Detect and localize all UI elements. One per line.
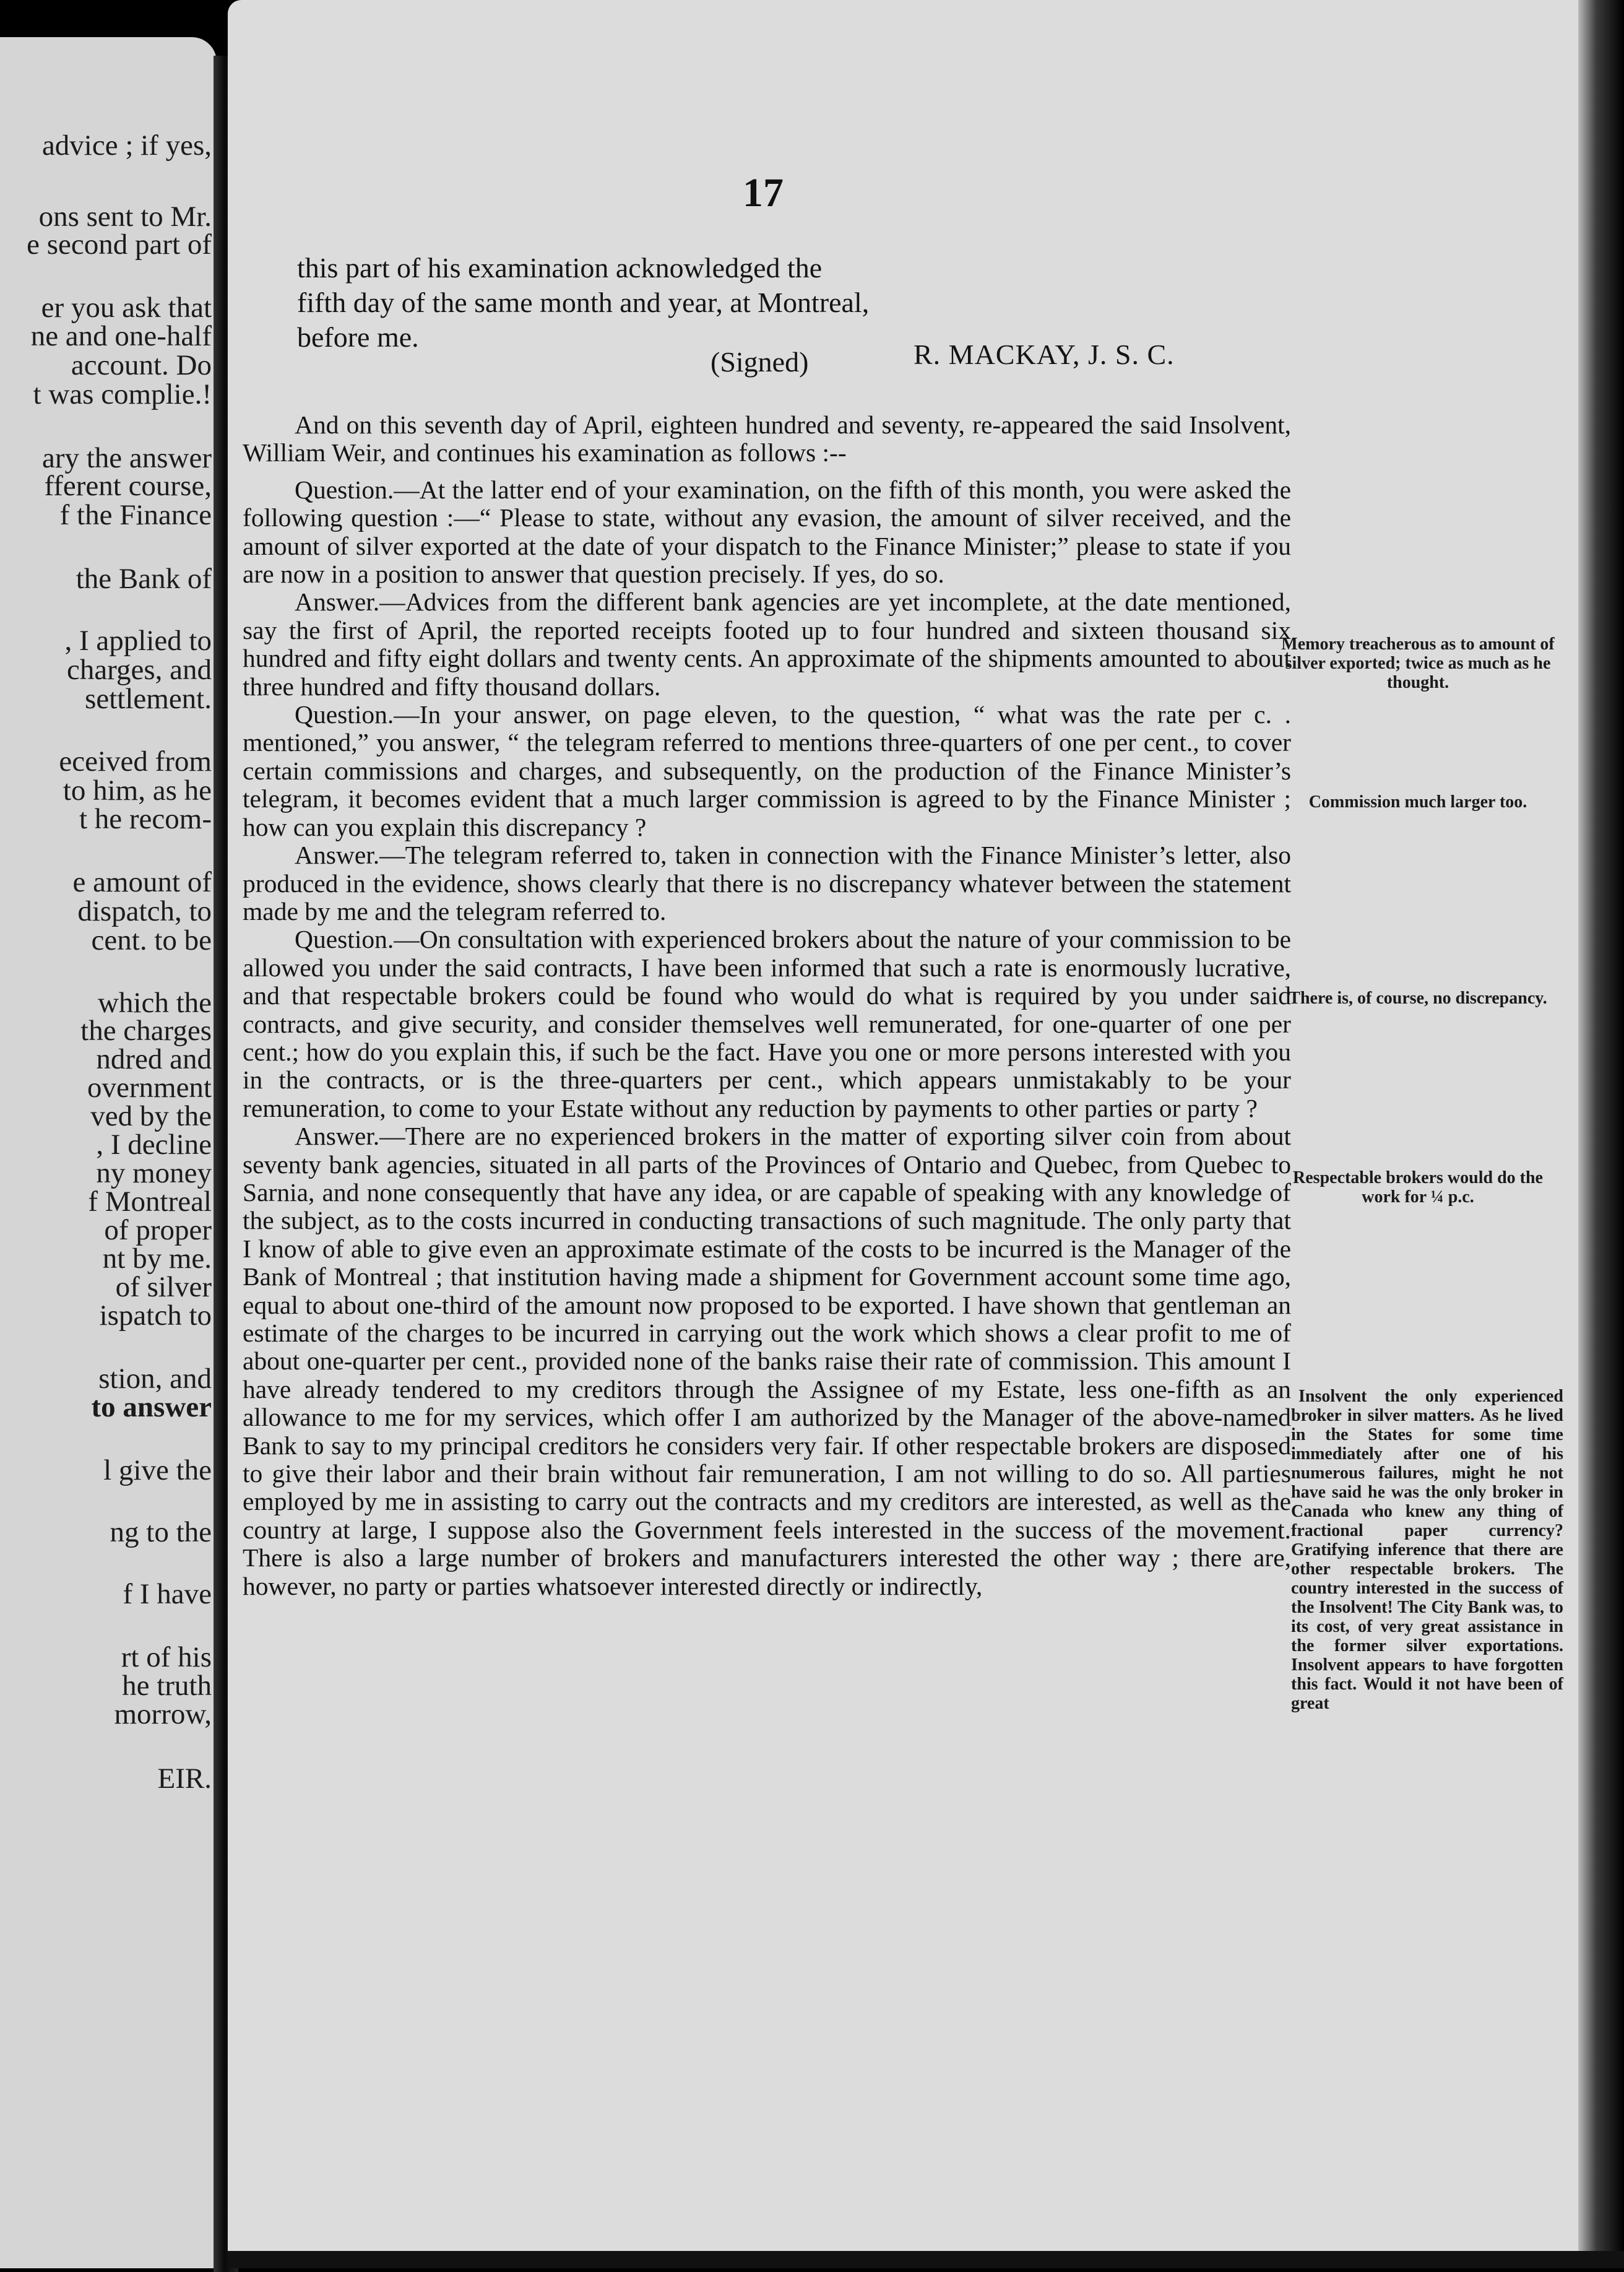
paragraph: Question.—At the latter end of your examination, on the fifth of this month, you were asked the following question :—“ Please to state, without any evasion, the amount of silver received, and the amount of silver exported at the date of your dispatch to the Finance Minister;” please to state if you are now in a position to answer that question precisely. If yes, do so. (243, 475, 1291, 589)
facing-page-line: the Bank of (76, 563, 212, 595)
facing-page-line: the charges (80, 1015, 212, 1047)
facing-page-line: ne and one-half (30, 320, 212, 352)
margin-note: Respectable brokers would do the work for ¼ p.c. (1293, 1168, 1543, 1207)
facing-page-line: e second part of (27, 228, 212, 261)
facing-page-line: account. Do (71, 349, 212, 381)
facing-page-line: EIR. (157, 1763, 212, 1795)
facing-page-line: f the Finance (59, 499, 212, 531)
paragraph: Question.—On consultation with experienced brokers about the nature of your commission to be allowed you under the said contracts, I have been informed that such a rate is enormously lucrative, and that respectable brokers could be found who would do what is required by you under said contracts, and give security, and consider themselves well remunerated, for one-quarter of one per cent.; how do you explain this, if such be the fact. Have you one or more persons interested with you in the contracts, or is the three-quarters per cent., which appears unmistakably to be your remuneration, to come to your Estate without any reduction by payments to other parties or party ? (243, 925, 1291, 1122)
scan-edge-right (1578, 0, 1624, 2268)
facing-page-line: morrow, (114, 1698, 212, 1730)
facing-page-line: advice ; if yes, (41, 129, 212, 162)
facing-page-line: to answer (91, 1391, 212, 1423)
facing-page-line: settlement. (85, 683, 212, 715)
facing-page-line: he truth (122, 1670, 212, 1702)
paragraph: Answer.—The telegram referred to, taken in connection with the Finance Minister’s letter, also produced in the evidence, shows clearly that there is no discrepancy whatever between the statement made by me and the telegram referred to. (243, 841, 1291, 926)
facing-page-line: of silver (115, 1271, 212, 1303)
facing-page-line: stion, and (98, 1363, 212, 1395)
facing-page-line: eceived from (59, 745, 212, 778)
paragraph: And on this seventh day of April, eighteen hundred and seventy, re-appeared the said Insolvent, William Weir, and continues his examination as follows :-- (243, 410, 1291, 467)
facing-page-line: charges, and (66, 654, 212, 686)
scan-edge-bottom (228, 2251, 1624, 2268)
paragraph: Answer.—Advices from the different bank agencies are yet incomplete, at the date mentioned, say the first of April, the reported receipts footed up to four hundred and sixteen thousand six hundred and fifty eight dollars and twenty cents. An approximate of the shipments amounted to about three hundred and fifty thousand dollars. (243, 588, 1291, 701)
facing-page-line: ny money (96, 1157, 212, 1189)
facing-page-line: cent. to be (91, 924, 212, 956)
facing-page-line: ary the answer (41, 442, 212, 474)
facing-page-line: er you ask that (41, 292, 212, 324)
facing-page-line: fferent course, (44, 470, 212, 502)
document-page (228, 0, 1624, 2268)
margin-note: Insolvent the only experienced broker in silver matters. As he lived in the States for some time immediately after one of his numerous failures, might he not have said he was the only broker in Canada who knew any thing of fractional paper currency? Gratifying inference that there are other respectable brokers. The country interested in the success of the Insolvent! The City Bank was, to its cost, of very great assistance in the former silver exportations. Insolvent appears to have forgotten this fact. Would it not have been of great (1291, 1387, 1563, 1713)
facing-page-line: ndred and (96, 1043, 212, 1075)
facing-page-line: f I have (123, 1578, 212, 1610)
facing-page-line: t was complie.! (33, 378, 212, 410)
facing-page-line: which the (97, 987, 212, 1019)
margin-note: Commission much larger too. (1308, 792, 1527, 812)
facing-page-line: rt of his (121, 1641, 212, 1673)
facing-page-line: t he recom- (79, 803, 212, 835)
facing-page-line: f Montreal (88, 1186, 212, 1218)
facing-page-line: overnment (87, 1072, 212, 1104)
signed-label: (Signed) (710, 346, 809, 378)
page-number: 17 (743, 170, 784, 215)
facing-page-fragment (0, 37, 217, 2268)
facing-page-line: e amount of (72, 866, 212, 898)
attestation-line-2: fifth day of the same month and year, at Montreal, (297, 287, 870, 318)
margin-note: There is, of course, no discrepancy. (1289, 989, 1547, 1008)
facing-page-line: of proper (104, 1214, 212, 1246)
facing-page-line: nt by me. (102, 1242, 212, 1275)
facing-page-line: to him, as he (63, 774, 212, 807)
facing-page-line: , I applied to (64, 625, 212, 657)
margin-note: Memory treacherous as to amount of silver exported; twice as much as he thought. (1281, 635, 1555, 692)
signer-name: R. MACKAY, J. S. C. (914, 339, 1175, 370)
facing-page-line: ispatch to (99, 1299, 212, 1332)
facing-page-line: ng to the (110, 1516, 212, 1548)
facing-page-line: dispatch, to (77, 895, 212, 927)
facing-page-line: l give the (103, 1454, 212, 1486)
facing-page-line: , I decline (96, 1129, 212, 1161)
paragraph: Question.—In your answer, on page eleven, to the question, “ what was the rate per c. . mentioned,” you answer, “ the telegram referred to mentions three-quarters of one per cent., to cover certain commissions and charges, and subsequently, on the production of the Finance Minister’s telegram, it becomes evident that a much larger commission is agreed to by the Finance Minister ; how can you explain this discrepancy ? (243, 700, 1291, 841)
attestation-line-1: this part of his examination acknowledged the (297, 252, 823, 284)
facing-page-line: ved by the (90, 1100, 212, 1132)
paragraph: Answer.—There are no experienced brokers in the matter of exporting silver coin from about seventy bank agencies, situated in all parts of the Provinces of Ontario and Quebec, from Quebec to Sarnia, and none consequently that have any idea, or are capable of speaking with any knowledge of the subject, as to the costs incurred in conducting transactions of such magnitude. The only party that I know of able to give even an approximate estimate of the costs to be incurred is the Manager of the Bank of Montreal ; that institution having made a shipment for Government account some time ago, equal to about one-third of the amount now proposed to be exported. I have shown that gentleman an estimate of the charges to be incurred in carrying out the work which shows a clear profit to me of about one-quarter per cent., provided none of the banks raise their rate of commission. This amount I have already tendered to my creditors through the Assignee of my Estate, less one-fifth as an allowance to me for my services, which offer I am authorized by the Manager of the above-named Bank to say to my principal creditors he considers very fair. If other respectable brokers are disposed to give their labor and their brain without fair remuneration, I am not willing to do so. All parties employed by me in assisting to carry out the contracts and my creditors are interested, as well as the country at large, I suppose also the Government feels interested in the success of the movement. There is also a large number of brokers and manufacturers interested the other way ; there are, however, no party or parties whatsoever interested directly or indirectly, (243, 1122, 1291, 1600)
attestation-line-3: before me. (297, 321, 419, 353)
body-text (243, 402, 1291, 1600)
facing-page-line: ons sent to Mr. (38, 201, 212, 233)
